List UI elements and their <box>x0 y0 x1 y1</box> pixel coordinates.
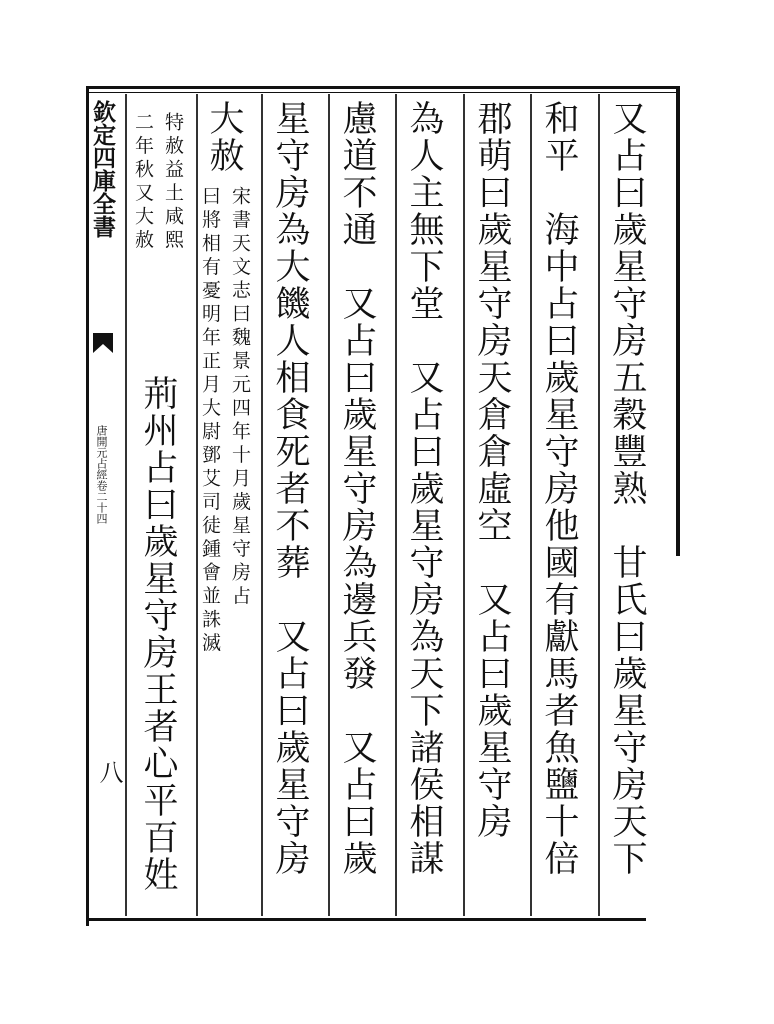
frame-right-border <box>676 86 680 556</box>
column-rule <box>598 94 600 916</box>
commentary-column-7-right: 宋書天文志曰魏景元四年十月歲星守房占 <box>229 186 251 609</box>
commentary-column-8-right: 特赦益土咸熙 <box>162 112 184 253</box>
commentary-column-8-left: 二年秋又大赦 <box>132 112 154 253</box>
section-title-text: 唐開元占經 <box>95 425 108 480</box>
frame-top-inner-border <box>86 92 676 93</box>
text-column-6: 星守房為大饑人相食死者不葬 又占曰歲星守房 <box>270 100 310 877</box>
text-column-1: 又占曰歲星守房五穀豐熟 甘氏曰歲星守房天下 <box>607 100 647 877</box>
column-rule <box>395 94 397 916</box>
page-number: 八 <box>95 760 123 784</box>
text-column-5: 慮道不通 又占曰歲星守房為邊兵發 又占曰歲 <box>337 100 377 877</box>
text-column-7-lead: 大赦 <box>204 100 244 174</box>
column-rule <box>328 94 330 916</box>
fishtail-mark-icon <box>92 332 114 354</box>
column-rule <box>530 94 532 916</box>
commentary-column-7-left: 曰將相有憂明年正月大尉鄧艾司徒鍾會並誅滅 <box>199 186 221 656</box>
column-rule <box>261 94 263 916</box>
text-column-4: 為人主無下堂 又占曰歲星守房為天下諸侯相謀 <box>404 100 444 877</box>
frame-top-border <box>86 86 676 89</box>
text-column-2: 和平 海中占曰歲星守房他國有獻馬者魚鹽十倍 <box>539 100 579 877</box>
frame-bottom-border <box>86 918 646 921</box>
column-rule <box>196 94 198 916</box>
column-rule <box>125 94 127 916</box>
book-title: 欽定四庫全書 <box>89 100 116 238</box>
column-rule <box>463 94 465 916</box>
text-column-3: 郡萌曰歲星守房天倉倉虛空 又占曰歲星守房 <box>472 100 512 840</box>
text-column-8-main: 荊州占曰歲星守房王者心平百姓 <box>138 375 178 893</box>
section-title <box>96 425 107 524</box>
juan-label: 卷二十四 <box>95 480 108 524</box>
